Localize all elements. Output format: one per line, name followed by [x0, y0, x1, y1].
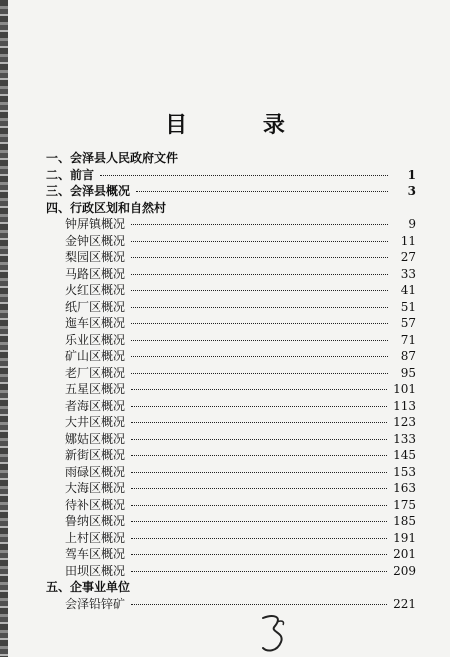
toc-entry-label: 鲁纳区概况	[65, 514, 126, 528]
toc-entry-label: 雨碌区概况	[65, 464, 126, 479]
toc-entry[interactable]	[46, 398, 416, 415]
toc-page-number: 3	[407, 184, 416, 198]
toc-entry-label: 迤车区概况	[65, 316, 126, 330]
toc-entry[interactable]	[46, 266, 416, 283]
dot-leader	[131, 290, 388, 291]
toc-page-number: 153	[393, 464, 416, 479]
toc-entry-label: 新街区概况	[65, 448, 126, 462]
toc-entry[interactable]	[46, 299, 416, 316]
toc-entry[interactable]	[46, 315, 416, 332]
toc-entry[interactable]	[46, 480, 416, 497]
toc-entry-label: 矿山区概况	[65, 349, 126, 363]
dot-leader	[131, 439, 387, 440]
toc-entry-label: 纸厂区概况	[65, 299, 126, 314]
dot-leader	[131, 488, 387, 489]
toc-entry-label: 上村区概况	[65, 530, 126, 545]
toc-page-number: 33	[400, 266, 416, 281]
toc-entry-label: 者海区概况	[65, 398, 126, 413]
toc-entry-label: 五星区概况	[65, 382, 126, 396]
toc-entry-label: 大海区概况	[65, 481, 126, 495]
toc-page-number: 163	[393, 481, 416, 495]
dot-leader	[131, 356, 388, 357]
toc-section-number: 四、	[46, 200, 71, 215]
toc-entry-label: 企事业单位	[70, 580, 131, 594]
toc-page-number: 71	[400, 332, 416, 347]
toc-entry[interactable]	[46, 530, 416, 547]
toc-entry-label: 火红区概况	[65, 283, 126, 297]
toc-entry[interactable]	[46, 249, 416, 266]
toc-entry-label: 驾车区概况	[65, 547, 126, 561]
toc-page-number: 41	[400, 283, 416, 297]
toc-entry[interactable]	[46, 216, 416, 233]
toc-entry-label: 会泽铅锌矿	[65, 596, 126, 611]
dot-leader	[131, 257, 388, 258]
dot-leader	[131, 455, 387, 456]
toc-entry-label: 前言	[70, 167, 95, 182]
toc-section-entry[interactable]	[46, 167, 416, 184]
toc-section-entry[interactable]	[46, 579, 416, 596]
toc-entry[interactable]	[46, 497, 416, 514]
dot-leader	[131, 538, 387, 539]
toc-page-number: 57	[400, 316, 416, 330]
toc-entry-label: 会泽县人民政府文件	[70, 151, 179, 165]
scan-binding-edge	[0, 0, 8, 657]
dot-leader	[131, 241, 388, 242]
dot-leader	[131, 307, 388, 308]
toc-section-number: 二、	[46, 167, 71, 182]
dot-leader	[131, 340, 388, 341]
dot-leader	[131, 554, 387, 555]
dot-leader	[131, 521, 387, 522]
toc-entry[interactable]	[46, 381, 416, 398]
toc-entry-label: 老厂区概况	[65, 365, 126, 380]
toc-page-number: 191	[393, 530, 416, 545]
toc-entry[interactable]	[46, 563, 416, 580]
toc-entry-label: 行政区划和自然村	[70, 200, 167, 215]
toc-page-number: 221	[393, 596, 416, 611]
handwritten-page-mark-icon	[255, 612, 295, 657]
dot-leader	[131, 373, 388, 374]
toc-section-entry[interactable]	[46, 150, 416, 167]
toc-entry[interactable]	[46, 431, 416, 448]
toc-section-entry[interactable]	[46, 200, 416, 217]
toc-entry[interactable]	[46, 546, 416, 563]
toc-entry[interactable]	[46, 233, 416, 250]
toc-page-number: 51	[400, 299, 416, 314]
dot-leader	[131, 224, 388, 225]
toc-page-number: 113	[393, 398, 416, 413]
toc-page-number: 95	[400, 365, 416, 380]
toc-entry-label: 钟屏镇概况	[65, 217, 126, 231]
toc-page-number: 175	[393, 497, 416, 512]
toc-page-number: 145	[393, 448, 416, 462]
toc-page-number: 9	[408, 217, 416, 231]
toc-entry[interactable]	[46, 447, 416, 464]
toc-entry-label: 马路区概况	[65, 266, 126, 281]
toc-entry-label: 梨园区概况	[65, 250, 126, 264]
toc-entry[interactable]	[46, 414, 416, 431]
dot-leader	[131, 389, 387, 390]
toc-entry-label: 会泽县概况	[70, 184, 131, 198]
toc-page-number: 201	[393, 547, 416, 561]
dot-leader	[136, 191, 388, 192]
dot-leader	[131, 505, 387, 506]
toc-page-number: 123	[393, 415, 416, 429]
toc-section-number: 五、	[46, 580, 71, 594]
dot-leader	[131, 406, 387, 407]
toc-page-number: 209	[393, 563, 416, 578]
dot-leader	[100, 175, 388, 176]
toc-entry-label: 待补区概况	[65, 497, 126, 512]
toc-page-number: 27	[400, 250, 416, 264]
toc-entry-label: 乐业区概况	[65, 332, 126, 347]
toc-page-number: 133	[393, 431, 416, 446]
toc-entry[interactable]	[46, 513, 416, 530]
toc-page-number: 101	[393, 382, 416, 396]
toc-section-number: 一、	[46, 151, 71, 165]
dot-leader	[131, 571, 387, 572]
toc-page-number: 87	[400, 349, 416, 363]
dot-leader	[131, 422, 387, 423]
dot-leader	[131, 472, 387, 473]
dot-leader	[131, 604, 387, 605]
toc-entry[interactable]	[46, 464, 416, 481]
toc-section-entry[interactable]	[46, 183, 416, 200]
toc-entry[interactable]	[46, 348, 416, 365]
toc-entry-label: 田坝区概况	[65, 563, 126, 578]
dot-leader	[131, 323, 388, 324]
toc-section-number: 三、	[46, 184, 71, 198]
toc-entry-label: 金钟区概况	[65, 233, 126, 248]
table-of-contents	[46, 150, 416, 612]
page-title: 目 录	[165, 112, 319, 138]
toc-page-number: 11	[400, 233, 416, 248]
toc-page-number: 185	[393, 514, 416, 528]
toc-entry-label: 大井区概况	[65, 415, 126, 429]
toc-entry[interactable]	[46, 365, 416, 382]
toc-entry[interactable]	[46, 332, 416, 349]
toc-entry[interactable]	[46, 596, 416, 613]
toc-entry[interactable]	[46, 282, 416, 299]
toc-page-number: 1	[407, 167, 416, 182]
toc-entry-label: 娜姑区概况	[65, 431, 126, 446]
dot-leader	[131, 274, 388, 275]
